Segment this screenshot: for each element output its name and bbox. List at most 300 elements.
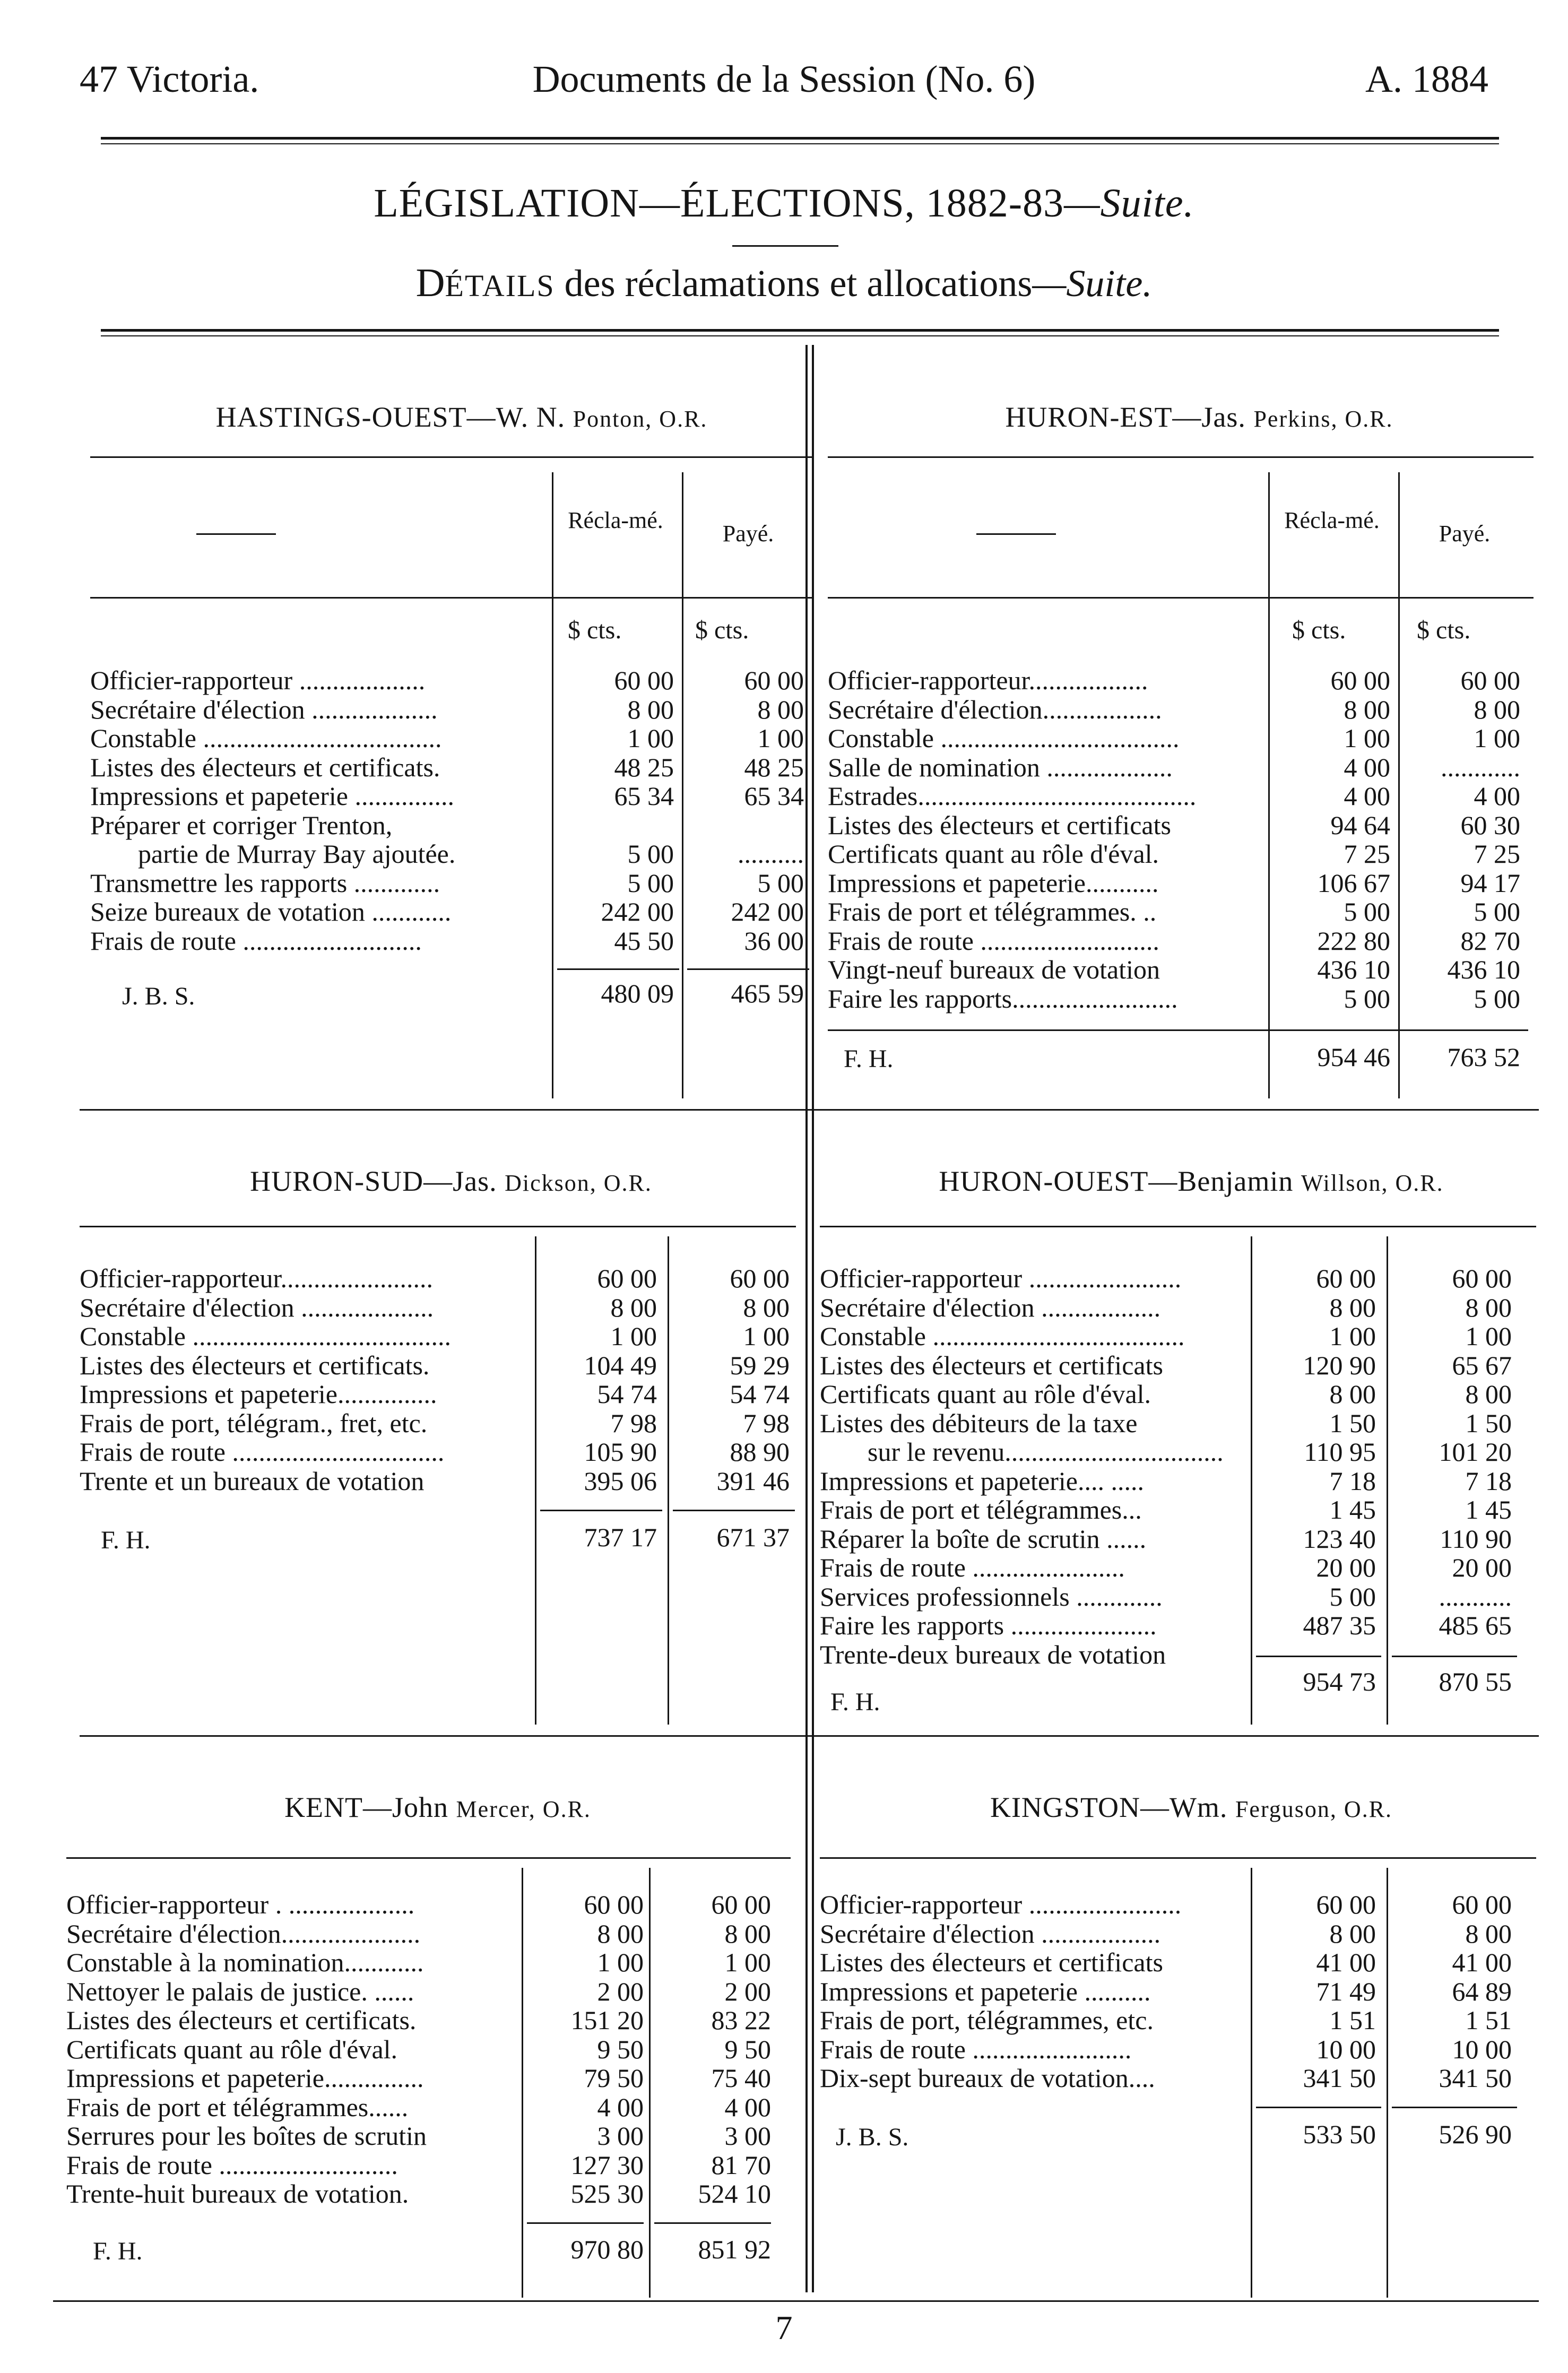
sum-rule [1392,1656,1517,1657]
currency-label: $ cts. [568,616,622,644]
district-block [80,1125,822,1725]
paid-amount: 48 25 [744,752,804,782]
table-row [828,839,1534,869]
paid-amount: 65 67 [1452,1350,1512,1380]
total-claimed: 970 80 [570,2235,644,2264]
paid-amount: ........... [1439,1581,1512,1612]
table-row [90,869,812,898]
table-row [66,2179,791,2209]
table-row [66,2121,791,2151]
claimed-amount: 60 00 [1330,665,1390,695]
district-title: KENT—John Mercer, O.R. [284,1791,591,1823]
claimed-amount: 487 35 [1303,1610,1376,1640]
table-row [820,1525,1536,1554]
item-label: Frais de port, télégrammes, etc. [820,2005,1154,2035]
item-label: Secrétaire d'élection .................. [820,1918,1161,1948]
table-row [90,782,812,811]
claimed-amount: 54 74 [597,1379,657,1409]
table-row [820,1611,1536,1640]
claimed-amount: 8 00 [1344,694,1390,724]
header-year: A. 1884 [1365,58,1488,100]
sum-rule [527,2222,644,2224]
item-label: Listes des débiteurs de la taxe [820,1408,1138,1438]
paid-amount: 1 45 [1465,1495,1512,1525]
claimed-amount: 5 00 [1329,1581,1376,1612]
header-title: Documents de la Session (No. 6) [532,58,1036,100]
paid-amount: .......... [738,839,804,869]
sum-rule [1392,2107,1517,2108]
paid-amount: 88 90 [730,1437,790,1467]
claimed-amount: 94 64 [1330,810,1390,840]
total-paid: 763 52 [1447,1042,1520,1072]
item-label: Constable à la nomination............ [66,1947,424,1977]
item-label: Frais de port et télégrammes...... [66,2092,409,2122]
table-row [90,695,812,724]
item-label: Listes des électeurs et certificats [828,810,1171,840]
item-label: Impressions et papeterie............... [80,1379,437,1409]
blank-column-dash [196,533,276,535]
table-row [820,1437,1536,1467]
item-label: Faire les rapports......................... [828,983,1178,1014]
table-row [90,897,812,926]
item-label: Frais de route ....................... [820,1553,1125,1582]
paid-amount: 41 00 [1452,1947,1512,1977]
claimed-amount: 8 00 [1329,1292,1376,1322]
paid-amount: 8 00 [1465,1379,1512,1409]
table-row [820,1890,1536,1919]
sum-rule [687,968,809,970]
table-row [80,1351,796,1380]
paid-amount: 7 25 [1474,839,1520,869]
table-row [66,1919,791,1948]
total-paid: 465 59 [731,978,804,1008]
band-separator [53,2300,1539,2302]
item-label: Frais de route ........................ [820,2034,1132,2064]
district-block [90,393,833,1098]
paid-amount: 83 22 [711,2005,771,2035]
paid-amount: 2 00 [724,1976,771,2006]
item-label: Constable .................................... [828,723,1180,753]
paid-amount: 9 50 [724,2034,771,2064]
claimed-amount: 436 10 [1317,955,1390,984]
item-label: Dix-sept bureaux de votation.... [820,2063,1155,2093]
claimed-amount: 60 00 [1316,1263,1376,1293]
table-row [828,782,1534,811]
paid-amount: 60 00 [744,665,804,695]
total-claimed: 480 09 [601,978,674,1008]
table-row [90,926,812,956]
claimed-amount: 10 00 [1316,2034,1376,2064]
item-label: Vingt-neuf bureaux de votation [828,955,1160,984]
table-row [820,1495,1536,1525]
col-claimed-header: Récla-mé. [1284,507,1380,533]
table-row [66,2006,791,2035]
table-row [820,2064,1536,2093]
rule [828,597,1534,599]
paid-amount: 75 40 [711,2063,771,2093]
item-label: Transmettre les rapports ............. [90,868,440,898]
claimed-amount: 20 00 [1316,1553,1376,1582]
table-row [66,2151,791,2180]
table-row [90,753,812,782]
item-label: Frais de route ........................... [828,925,1159,956]
sum-rule [1256,1656,1381,1657]
claimed-amount: 7 98 [610,1408,657,1438]
claimed-amount: 4 00 [1344,781,1390,811]
item-label: Frais de route ........................... [66,2150,398,2180]
table-row [90,811,812,840]
table-row [828,724,1534,753]
rule [820,1857,1536,1859]
table-row [820,1467,1536,1496]
total-claimed: 954 73 [1303,1667,1376,1696]
claimed-amount: 5 00 [627,868,674,898]
rule [66,1857,791,1859]
district-title: HASTINGS-OUEST—W. N. Ponton, O.R. [215,401,708,433]
item-label: Impressions et papeterie .......... [820,1976,1151,2006]
auditor-initials: F. H. [844,1045,894,1073]
paid-amount: 436 10 [1447,955,1520,984]
paid-amount: 36 00 [744,925,804,956]
item-label: Frais de port et télégrammes... [820,1495,1142,1525]
item-label: Faire les rapports ...................... [820,1610,1157,1640]
paid-amount: 59 29 [730,1350,790,1380]
title-rule-thin [101,335,1499,336]
paid-amount: 8 00 [743,1292,790,1322]
claimed-amount: 106 67 [1317,868,1390,898]
table-row [820,1919,1536,1948]
claimed-amount: 1 00 [1344,723,1390,753]
item-label: Listes des électeurs et certificats. [90,752,440,782]
claimed-amount: 48 25 [614,752,674,782]
item-label: Officier-rapporteur ....................... [820,1263,1182,1293]
item-label: Listes des électeurs et certificats. [66,2005,417,2035]
total-paid: 671 37 [716,1522,790,1552]
paid-amount: 341 50 [1439,2063,1512,2093]
total-claimed: 533 50 [1303,2119,1376,2149]
item-label: Officier-rapporteur . ................... [66,1890,415,1919]
table-row [828,926,1534,956]
claimed-amount: 341 50 [1303,2063,1376,2093]
item-label: Serrures pour les boîtes de scrutin [66,2121,427,2151]
currency-label: $ cts. [695,616,749,644]
claimed-amount: 4 00 [1344,752,1390,782]
auditor-initials: J. B. S. [836,2123,909,2151]
table-row [828,955,1534,984]
item-label: Certificats quant au rôle d'éval. [66,2034,398,2064]
paid-amount: 4 00 [724,2092,771,2122]
table-row [828,897,1534,926]
paid-amount: 391 46 [716,1466,790,1496]
item-label: Frais de route ........................... [90,925,422,956]
page-subtitle: DÉTAILS des réclamations et allocations—Suite. [415,261,1153,305]
paid-amount: 82 70 [1460,925,1520,956]
table-row [828,753,1534,782]
item-label: Trente-deux bureaux de votation [820,1639,1166,1669]
table-row [828,666,1534,695]
district-title: KINGSTON—Wm. Ferguson, O.R. [990,1791,1393,1823]
table-row [820,1582,1536,1612]
table-row [820,1380,1536,1409]
item-label: Listes des électeurs et certificats [820,1947,1163,1977]
table-row [90,666,812,695]
claimed-amount: 4 00 [597,2092,644,2122]
item-label: Salle de nomination ................... [828,752,1173,782]
paid-amount: 60 00 [1452,1263,1512,1293]
claimed-amount: 5 00 [627,839,674,869]
district-block [820,1125,1563,1725]
claimed-amount: 8 00 [1329,1379,1376,1409]
claimed-amount: 3 00 [597,2121,644,2151]
item-label: Certificats quant au rôle d'éval. [820,1379,1151,1409]
page-number: 7 [775,2309,793,2346]
item-label: Officier-rapporteur ....................... [820,1890,1182,1919]
district-block [828,393,1568,1098]
rule [828,456,1534,458]
auditor-initials: F. H. [93,2237,143,2265]
item-label: Officier-rapporteur....................... [80,1263,433,1293]
claimed-amount: 242 00 [601,897,674,926]
currency-label: $ cts. [1417,616,1471,644]
item-label: Secrétaire d'élection ................... [90,694,438,724]
claimed-amount: 525 30 [570,2179,644,2209]
table-row [66,2035,791,2064]
paid-amount: 110 90 [1440,1523,1512,1554]
item-label: Frais de port et télégrammes. .. [828,897,1157,926]
claimed-amount: 1 00 [597,1947,644,1977]
district-title: HURON-EST—Jas. Perkins, O.R. [1005,401,1393,433]
item-label: Estrades.......................................... [828,781,1197,811]
sum-rule [1256,2107,1381,2108]
auditor-initials: J. B. S. [122,982,195,1010]
table-row [80,1322,796,1351]
rule [90,597,812,599]
paid-amount: 60 00 [1460,665,1520,695]
header-volume: 47 Victoria. [80,58,259,100]
claimed-amount: 79 50 [584,2063,644,2093]
paid-amount: 60 00 [711,1890,771,1919]
paid-amount: 101 20 [1439,1437,1512,1467]
district-title: HURON-SUD—Jas. Dickson, O.R. [250,1165,652,1197]
item-label: Secrétaire d'élection.................. [828,694,1162,724]
paid-amount: 54 74 [730,1379,790,1409]
paid-amount: 8 00 [757,694,804,724]
claimed-amount: 105 90 [584,1437,657,1467]
currency-label: $ cts. [1292,616,1346,644]
table-row [80,1437,796,1467]
item-label: Impressions et papeterie............... [66,2063,424,2093]
claimed-amount: 60 00 [614,665,674,695]
claimed-amount: 127 30 [570,2150,644,2180]
claimed-amount: 60 00 [584,1890,644,1919]
table-row [66,1977,791,2006]
sum-rule [828,1029,1528,1031]
table-row [820,1351,1536,1380]
paid-amount: 60 00 [730,1263,790,1293]
claimed-amount: 60 00 [597,1263,657,1293]
item-label: Réparer la boîte de scrutin ...... [820,1523,1147,1554]
item-label: Impressions et papeterie.... ..... [820,1466,1144,1496]
item-label: Officier-rapporteur.................. [828,665,1148,695]
claimed-amount: 222 80 [1317,925,1390,956]
paid-amount: 10 00 [1452,2034,1512,2064]
table-row [820,1640,1536,1669]
total-claimed: 737 17 [584,1522,657,1552]
table-row [66,1948,791,1977]
item-label: Secrétaire d'élection .................... [80,1292,434,1322]
band-separator [80,1109,1539,1111]
item-label: Certificats quant au rôle d'éval. [828,839,1159,869]
paid-amount: 3 00 [724,2121,771,2151]
item-label: Nettoyer le palais de justice. ...... [66,1976,414,2006]
item-label: sur le revenu................................. [868,1437,1224,1467]
table-row [90,839,812,869]
paid-amount: 1 00 [1465,1321,1512,1351]
table-row [820,1293,1536,1322]
item-label: Frais de port, télégram., fret, etc. [80,1408,428,1438]
total-paid: 526 90 [1439,2119,1512,2149]
paid-amount: 485 65 [1439,1610,1512,1640]
table-row [80,1409,796,1438]
paid-amount: 1 51 [1465,2005,1512,2035]
claimed-amount: 41 00 [1316,1947,1376,1977]
claimed-amount: 1 45 [1329,1495,1376,1525]
title-rule-thick [101,329,1499,332]
table-row [820,1948,1536,1977]
paid-amount: 60 00 [1452,1890,1512,1919]
paid-amount: 4 00 [1474,781,1520,811]
table-row [66,1890,791,1919]
claimed-amount: 8 00 [1329,1918,1376,1948]
table-row [90,724,812,753]
paid-amount: 1 00 [743,1321,790,1351]
table-row [820,1977,1536,2006]
claimed-amount: 1 50 [1329,1408,1376,1438]
total-paid: 851 92 [698,2235,771,2264]
claimed-amount: 104 49 [584,1350,657,1380]
table-row [828,869,1534,898]
col-paid-header: Payé. [722,521,774,547]
claimed-amount: 8 00 [610,1292,657,1322]
claimed-amount: 2 00 [597,1976,644,2006]
table-row [80,1380,796,1409]
item-label: Services professionnels ............. [820,1581,1163,1612]
table-row [820,1553,1536,1582]
item-label: Constable .................................... [90,723,442,753]
claimed-amount: 71 49 [1316,1976,1376,2006]
paid-amount: 5 00 [1474,897,1520,926]
item-label: Secrétaire d'élection..................... [66,1918,421,1948]
page-title: LÉGISLATION—ÉLECTIONS, 1882-83—Suite. [374,181,1194,226]
claimed-amount: 7 18 [1329,1466,1376,1496]
claimed-amount: 120 90 [1303,1350,1376,1380]
sum-rule [557,968,679,970]
table-row [66,2093,791,2122]
sum-rule [673,1510,795,1511]
sum-rule [654,2222,771,2224]
paid-amount: 20 00 [1452,1553,1512,1582]
item-label: Listes des électeurs et certificats. [80,1350,430,1380]
table-row [820,2006,1536,2035]
item-label: Impressions et papeterie ............... [90,781,454,811]
item-label: Préparer et corriger Trenton, [90,810,393,840]
item-label: Listes des électeurs et certificats [820,1350,1163,1380]
claimed-amount: 395 06 [584,1466,657,1496]
item-label: Constable ...................................... [820,1321,1185,1351]
table-row [820,1264,1536,1293]
blank-column-dash [976,533,1056,535]
table-row [820,2035,1536,2064]
claimed-amount: 1 00 [1329,1321,1376,1351]
sum-rule [540,1510,662,1511]
paid-amount: 8 00 [724,1918,771,1948]
paid-amount: 5 00 [1474,983,1520,1014]
item-label: Impressions et papeterie........... [828,868,1159,898]
header-rule-thin [101,143,1499,144]
paid-amount: 8 00 [1465,1918,1512,1948]
claimed-amount: 60 00 [1316,1890,1376,1919]
table-row [820,1409,1536,1438]
claimed-amount: 110 95 [1304,1437,1376,1467]
paid-amount: ............ [1441,752,1520,782]
claimed-amount: 45 50 [614,925,674,956]
district-title: HURON-OUEST—Benjamin Willson, O.R. [939,1165,1444,1197]
paid-amount: 1 00 [1474,723,1520,753]
paid-amount: 65 34 [744,781,804,811]
table-row [828,811,1534,840]
claimed-amount: 8 00 [627,694,674,724]
claimed-amount: 1 00 [610,1321,657,1351]
item-label: Officier-rapporteur ................... [90,665,426,695]
district-block [66,1751,809,2298]
table-row [80,1467,796,1496]
claimed-amount: 65 34 [614,781,674,811]
claimed-amount: 5 00 [1344,983,1390,1014]
item-label: Trente et un bureaux de votation [80,1466,425,1496]
rule [820,1226,1536,1227]
total-paid: 870 55 [1439,1667,1512,1696]
paid-amount: 524 10 [698,2179,771,2209]
claimed-amount: 7 25 [1344,839,1390,869]
table-row [828,695,1534,724]
claimed-amount: 8 00 [597,1918,644,1948]
paid-amount: 7 98 [743,1408,790,1438]
item-label: partie de Murray Bay ajoutée. [138,839,456,869]
title-dash [732,245,838,247]
auditor-initials: F. H. [830,1688,880,1716]
rule [80,1226,796,1227]
claimed-amount: 151 20 [570,2005,644,2035]
paid-amount: 5 00 [757,868,804,898]
total-claimed: 954 46 [1317,1042,1390,1072]
table-row [820,1322,1536,1351]
paid-amount: 8 00 [1465,1292,1512,1322]
rule [90,456,812,458]
auditor-initials: F. H. [101,1526,151,1554]
paid-amount: 1 00 [757,723,804,753]
item-label: Frais de route ................................ [80,1437,445,1467]
col-paid-header: Payé. [1439,521,1491,547]
col-claimed-header: Récla-mé. [568,507,663,533]
district-block [820,1751,1563,2298]
paid-amount: 64 89 [1452,1976,1512,2006]
table-row [66,2064,791,2093]
paid-amount: 8 00 [1474,694,1520,724]
table-row [80,1264,796,1293]
paid-amount: 1 50 [1465,1408,1512,1438]
claimed-amount: 1 00 [627,723,674,753]
table-row [80,1293,796,1322]
